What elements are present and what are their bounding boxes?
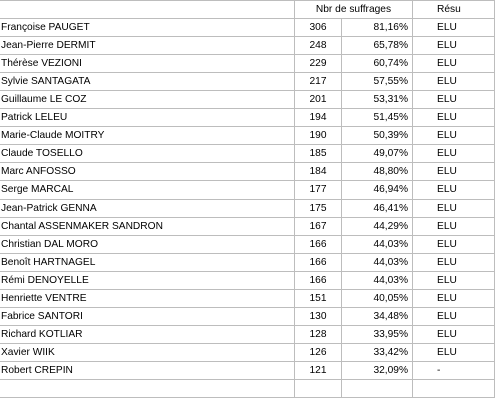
table-row — [0, 73, 495, 91]
vote-percentage: 57,55% — [342, 73, 413, 91]
vote-percentage: 53,31% — [342, 91, 413, 109]
vote-percentage: 46,41% — [342, 199, 413, 217]
table-row — [0, 55, 495, 73]
result-status: ELU — [413, 343, 495, 361]
vote-count: 306 — [294, 19, 341, 37]
table-row — [0, 271, 495, 289]
vote-count: 121 — [294, 361, 341, 379]
table-row — [0, 145, 495, 163]
candidate-name: Marc ANFOSSO — [0, 163, 294, 181]
vote-count: 248 — [294, 37, 341, 55]
result-status: ELU — [413, 109, 495, 127]
header-votes: Nbr de suffrages — [294, 1, 412, 19]
result-status: ELU — [413, 163, 495, 181]
vote-percentage — [342, 379, 413, 397]
table-row — [0, 19, 495, 37]
header-result: Résu — [413, 1, 495, 19]
candidate-name: Serge MARCAL — [0, 181, 294, 199]
vote-percentage: 60,74% — [342, 55, 413, 73]
candidate-name: Fabrice SANTORI — [0, 307, 294, 325]
vote-count — [294, 379, 341, 397]
vote-count: 151 — [294, 289, 341, 307]
result-status: - — [413, 361, 495, 379]
table-row — [0, 181, 495, 199]
vote-percentage: 44,03% — [342, 271, 413, 289]
header-name — [0, 1, 294, 19]
vote-percentage: 32,09% — [342, 361, 413, 379]
table-row — [0, 235, 495, 253]
candidate-name: Richard KOTLIAR — [0, 325, 294, 343]
vote-count: 184 — [294, 163, 341, 181]
result-status: ELU — [413, 307, 495, 325]
vote-percentage: 40,05% — [342, 289, 413, 307]
candidate-name: Benoît HARTNAGEL — [0, 253, 294, 271]
result-status: ELU — [413, 199, 495, 217]
table-row — [0, 127, 495, 145]
table-row — [0, 289, 495, 307]
vote-count: 175 — [294, 199, 341, 217]
vote-count: 177 — [294, 181, 341, 199]
result-status: ELU — [413, 73, 495, 91]
candidate-name: Guillaume LE COZ — [0, 91, 294, 109]
candidate-name: Claude TOSELLO — [0, 145, 294, 163]
vote-count: 128 — [294, 325, 341, 343]
vote-percentage: 65,78% — [342, 37, 413, 55]
result-status: ELU — [413, 271, 495, 289]
candidate-name: Robert CREPIN — [0, 361, 294, 379]
table-row — [0, 217, 495, 235]
candidate-name: Jean-Pierre DERMIT — [0, 37, 294, 55]
vote-count: 217 — [294, 73, 341, 91]
result-status: ELU — [413, 145, 495, 163]
candidate-name: Thérèse VEZIONI — [0, 55, 294, 73]
table-row — [0, 325, 495, 343]
result-status: ELU — [413, 181, 495, 199]
table-row — [0, 91, 495, 109]
table-row — [0, 361, 495, 379]
result-status: ELU — [413, 127, 495, 145]
candidate-name: Christian DAL MORO — [0, 235, 294, 253]
table-body — [0, 1, 495, 398]
candidate-name: Patrick LELEU — [0, 109, 294, 127]
result-status: ELU — [413, 253, 495, 271]
candidate-name: Françoise PAUGET — [0, 19, 294, 37]
vote-count: 130 — [294, 307, 341, 325]
vote-count: 201 — [294, 91, 341, 109]
candidate-name: Xavier WIIK — [0, 343, 294, 361]
vote-count: 185 — [294, 145, 341, 163]
table-row — [0, 343, 495, 361]
vote-count: 229 — [294, 55, 341, 73]
candidate-name — [0, 379, 294, 397]
vote-percentage: 33,42% — [342, 343, 413, 361]
table-row — [0, 109, 495, 127]
vote-count: 166 — [294, 235, 341, 253]
result-status: ELU — [413, 325, 495, 343]
table-row — [0, 163, 495, 181]
result-status: ELU — [413, 37, 495, 55]
result-status: ELU — [413, 289, 495, 307]
table-row — [0, 379, 495, 397]
vote-count: 167 — [294, 217, 341, 235]
vote-percentage: 48,80% — [342, 163, 413, 181]
vote-percentage: 44,03% — [342, 253, 413, 271]
table-row — [0, 37, 495, 55]
candidate-name: Marie-Claude MOITRY — [0, 127, 294, 145]
vote-percentage: 33,95% — [342, 325, 413, 343]
vote-count: 166 — [294, 271, 341, 289]
result-status: ELU — [413, 19, 495, 37]
vote-percentage: 81,16% — [342, 19, 413, 37]
vote-count: 166 — [294, 253, 341, 271]
vote-percentage: 44,29% — [342, 217, 413, 235]
table-row — [0, 199, 495, 217]
vote-percentage: 34,48% — [342, 307, 413, 325]
vote-percentage: 51,45% — [342, 109, 413, 127]
table-row — [0, 253, 495, 271]
vote-count: 194 — [294, 109, 341, 127]
table-row — [0, 307, 495, 325]
result-status: ELU — [413, 235, 495, 253]
vote-percentage: 50,39% — [342, 127, 413, 145]
result-status — [413, 379, 495, 397]
candidate-name: Chantal ASSENMAKER SANDRON — [0, 217, 294, 235]
result-status: ELU — [413, 217, 495, 235]
result-status: ELU — [413, 91, 495, 109]
table-header-row — [0, 1, 495, 19]
vote-percentage: 46,94% — [342, 181, 413, 199]
vote-count: 126 — [294, 343, 341, 361]
candidate-name: Jean-Patrick GENNA — [0, 199, 294, 217]
vote-count: 190 — [294, 127, 341, 145]
vote-percentage: 44,03% — [342, 235, 413, 253]
candidate-name: Rémi DENOYELLE — [0, 271, 294, 289]
candidate-name: Henriette VENTRE — [0, 289, 294, 307]
candidate-name: Sylvie SANTAGATA — [0, 73, 294, 91]
vote-percentage: 49,07% — [342, 145, 413, 163]
result-status: ELU — [413, 55, 495, 73]
